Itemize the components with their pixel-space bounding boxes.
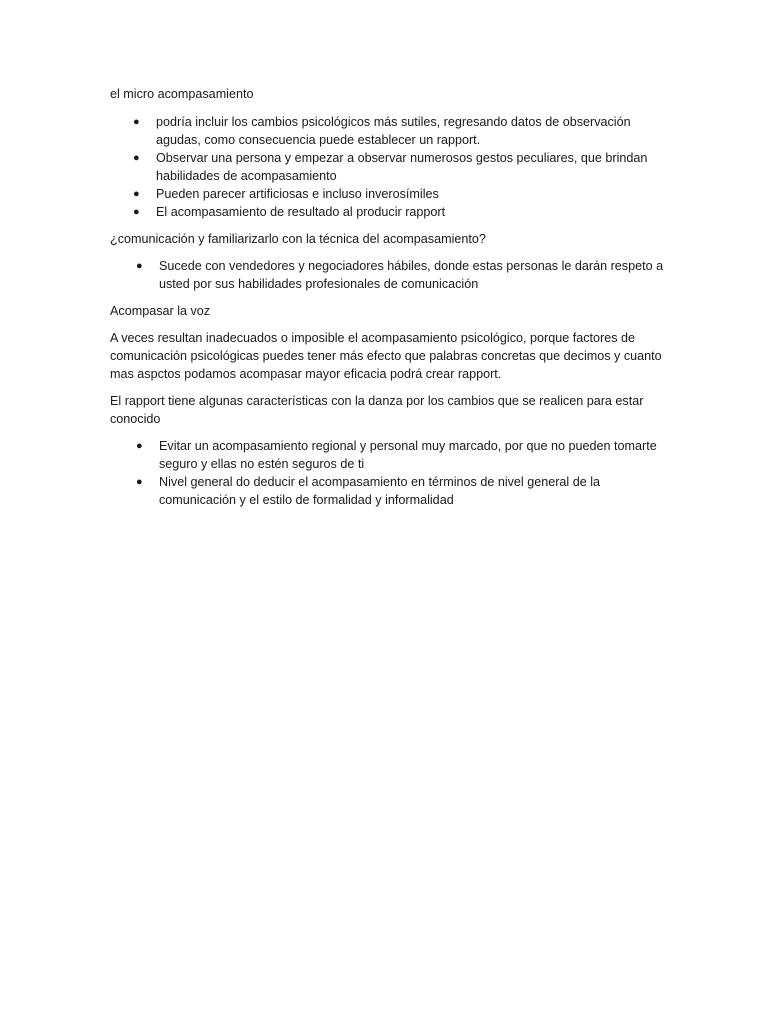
list-item-text: Pueden parecer artificiosas e incluso inverosímiles	[156, 187, 439, 201]
list-item	[133, 113, 676, 149]
bullet-list-evitar	[110, 437, 664, 509]
section-heading-micro-acompasamiento: el micro acompasamiento	[110, 87, 254, 101]
bullet-icon: ●	[133, 206, 140, 218]
list-item-text: Evitar un acompasamiento regional y personal muy marcado, por que no pueden tomarte seguro y ellas no estén seguros de ti	[159, 439, 657, 471]
bullet-icon: ●	[136, 260, 143, 272]
bullet-icon: ●	[133, 188, 140, 200]
list-item	[133, 203, 676, 221]
list-item	[133, 149, 676, 185]
list-item	[136, 437, 664, 473]
list-item-text: Observar una persona y empezar a observar numerosos gestos peculiares, que brindan habilidades de acompasamiento	[156, 151, 648, 183]
bullet-icon: ●	[136, 440, 143, 452]
list-item-text: Nivel general do deducir el acompasamiento en términos de nivel general de la comunicación y el estilo de formalidad y informalidad	[159, 475, 601, 507]
list-item-text: El acompasamiento de resultado al producir rapport	[156, 205, 446, 219]
paragraph-acompasamiento-psicologico: A veces resultan inadecuados o imposible el acompasamiento psicológico, porque factores de comunicación psicológicas puedes tener más efecto que palabras concretas que decimos y cuanto mas aspctos podamos acompasar mayor eficacia podrá crear rapport.	[110, 331, 662, 381]
bullet-icon: ●	[133, 116, 140, 128]
bullet-icon: ●	[136, 476, 143, 488]
list-item	[136, 473, 664, 509]
bullet-list-micro	[110, 113, 676, 221]
list-item-text: podría incluir los cambios psicológicos más sutiles, regresando datos de observación agudas, como consecuencia puede establecer un rapport.	[156, 115, 631, 147]
list-item	[136, 257, 664, 293]
question-heading: ¿comunicación y familiarizarlo con la técnica del acompasamiento?	[110, 232, 486, 246]
section-heading-acompasar-voz: Acompasar la voz	[110, 304, 211, 318]
bullet-icon: ●	[133, 152, 140, 164]
paragraph-rapport-danza: El rapport tiene algunas características con la danza por los cambios que se realicen para estar conocido	[110, 394, 644, 426]
list-item	[133, 185, 676, 203]
bullet-list-vendedores	[110, 257, 664, 293]
list-item-text: Sucede con vendedores y negociadores hábiles, donde estas personas le darán respeto a usted por sus habilidades profesionales de comunicación	[159, 259, 664, 291]
document-page	[110, 85, 670, 509]
